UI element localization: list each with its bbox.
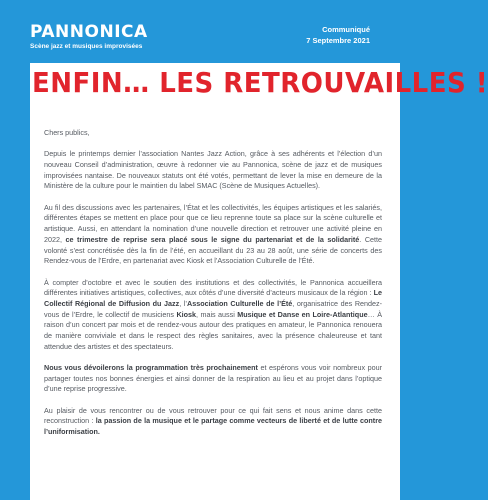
paragraph-5 — [44, 406, 382, 438]
tagline: Scène jazz et musiques improvisées — [30, 43, 143, 50]
text-span: , mais aussi — [196, 309, 238, 319]
paragraph-2 — [44, 203, 382, 267]
bold-span: Nous vous dévoilerons la programmation très prochainement — [44, 363, 258, 373]
text-span: et espérons vous voir nombreux pour partager toutes nos bonnes énergies et ainsi donner de la respiration au lieu et au projet dans l’optique d’une reprise progressive. — [44, 363, 383, 394]
bold-span: Association Culturelle de l’Été — [187, 298, 293, 308]
release-type: Communiqué — [322, 25, 370, 34]
bold-span: ce trimestre de reprise sera placé sous le signe du partenariat et de la solidarité — [65, 234, 360, 244]
text-span: . Cette volonté s’est concrétisée dès la fin de l’été, en accueillant du 23 au 28 août, une série de concerts des Rendez-vous de l’Erdre, en partenariat avec Kiosk et l’Association Culturelle de l’Été. — [44, 234, 382, 266]
bold-span: la passion de la musique et le partage comme vecteurs de liberté et de lutte contre l’uniformisation. — [44, 416, 382, 437]
press-release-info — [306, 24, 370, 46]
headline: ENFIN… LES RETROUVAILLES ! — [32, 66, 488, 99]
paragraph-1: Depuis le printemps dernier l’association Nantes Jazz Action, grâce à ses adhérents et l’élection d’un nouveau Conseil d’administration, œuvre à redonner vie au Pannonica, scène de jazz et de musiques improvisées nantaise. De nouveaux statuts ont été votés, permettant de lever la mise en demeure de la Ministère de la culture pour le maintien du label SMAC (Scène de Musiques Actuelles). — [44, 149, 382, 191]
text-span: Au plaisir de vous rencontrer ou de vous retrouver pour ce qui fait sens et nous anime dans cette reconstruction : — [44, 405, 382, 426]
bold-span: Musique et Danse en Loire-Atlantique — [237, 309, 368, 319]
greeting: Chers publics, — [44, 128, 90, 137]
letter-body — [44, 128, 382, 448]
text-span: , l’ — [179, 298, 188, 308]
logo: PANNONICA — [30, 22, 148, 42]
text-span: , organisatrice des Rendez-vous de l’Erdre, le collectif de musiciens — [44, 298, 382, 319]
paragraph-3 — [44, 278, 382, 353]
text-span: Au fil des discussions avec les partenaires, l’État et les collectivités, les équipes artistiques et les salariés, différentes étapes se mettent en place pour que ce lieu reprenne toute sa place sur la scène culturelle et artistique. Aussi, en attendant la nomination d’une nouvelle direction et retrouver une activité pleine en 2022, — [44, 202, 382, 244]
bold-span: Kiosk — [176, 309, 197, 319]
bold-span: Le Collectif Régional de Diffusion du Jazz — [44, 288, 382, 308]
text-span: … À raison d’un concert par mois et de rendez-vous autour des pratiques en amateur, le Pannonica renouera de manière conviviale et dans le respect des règles sanitaires, avec la présence chaleureuse et tant attendue des artistes et des spectateurs. — [44, 309, 383, 351]
release-date: 7 Septembre 2021 — [306, 36, 370, 45]
text-span: À compter d’octobre et avec le soutien des institutions et des collectivités, le Pannonica accueillera différentes initiatives artistiques, collectives, aux côtés d’une diversité d’acteurs musicaux de la région : — [44, 277, 382, 298]
paragraph-4 — [44, 363, 382, 395]
